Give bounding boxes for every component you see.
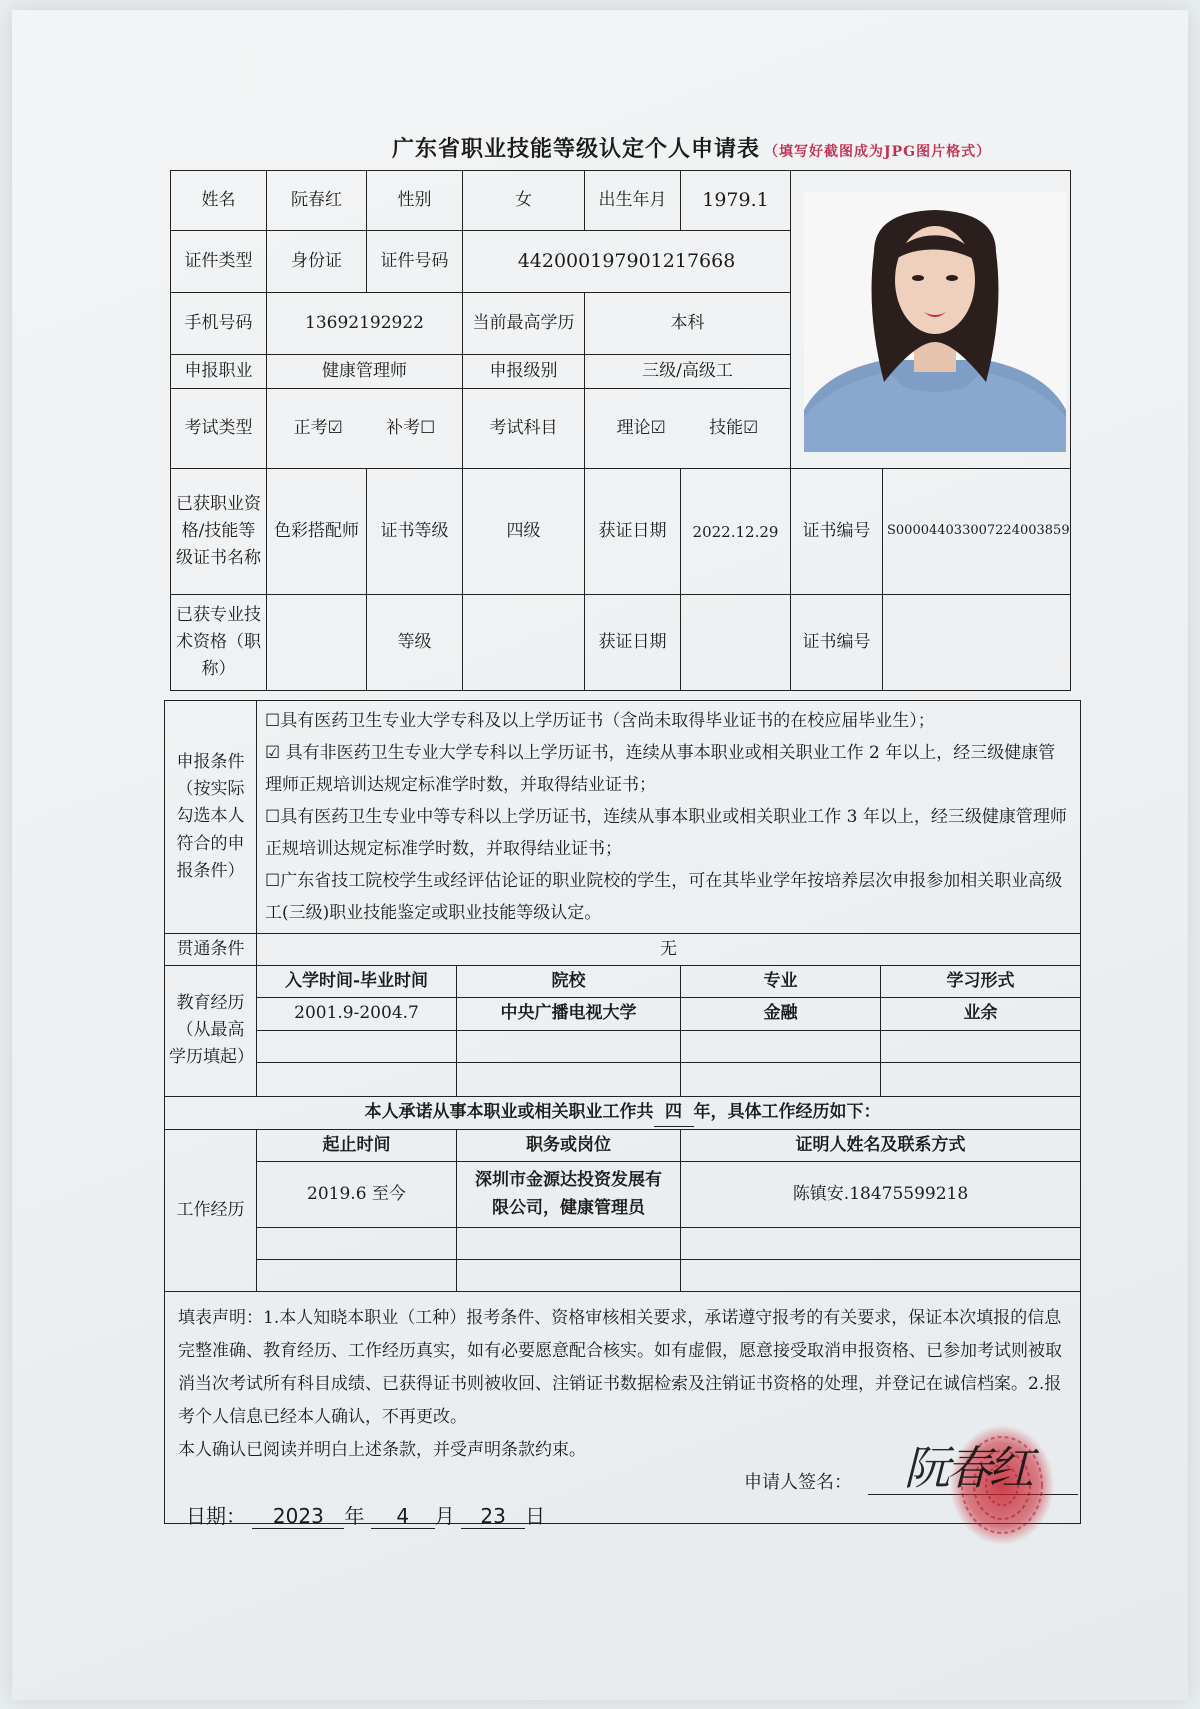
condition-text-4: 广东省技工院校学生或经评估论证的职业院校的学生，可在其毕业学年按培养层次申报参加相关职业高级工(三级)职业技能鉴定或职业技能等级认定。 <box>265 871 1063 923</box>
cert-grade-label: 证书等级 <box>367 469 463 595</box>
form-title-text: 广东省职业技能等级认定个人申请表 <box>392 136 761 162</box>
prof-date-value[interactable] <box>681 595 791 691</box>
conditions-label: 申报条件（按实际勾选本人符合的申报条件） <box>165 701 257 934</box>
phone-label: 手机号码 <box>171 293 267 355</box>
subject-skill-checkbox[interactable]: ☑ <box>743 417 759 438</box>
subject-theory-checkbox[interactable]: ☑ <box>650 417 666 438</box>
date-year[interactable]: 2023 <box>252 1504 344 1529</box>
date-month-unit: 月 <box>434 1504 455 1528</box>
prof-date-label: 获证日期 <box>585 595 681 691</box>
work-cell-period[interactable]: 2019.6 至今 <box>257 1161 457 1227</box>
cert-grade-value[interactable]: 四级 <box>463 469 585 595</box>
table-row <box>165 998 1081 1030</box>
declaration-text: 填表声明：1.本人知晓本职业（工种）报考条件、资格审核相关要求，承诺遵守报考的有关要求，保证本次填报的信息完整准确、教育经历、工作经历真实，如有必要愿意配合核实。如有虚假，愿意接受取消申报资格、已参加考试则被取消当次考试所有科目成绩、已获得证书则被收回、注销证书数据检索及注销证书资格的处理，并登记在诚信档案。2.报考个人信息已经本人确认，不再更改。 <box>178 1308 1062 1427</box>
edu-header-mode: 学习形式 <box>881 966 1081 998</box>
condition-checkbox-4[interactable]: ☐ <box>265 871 281 891</box>
applicant-photo <box>804 192 1066 452</box>
id-no-label: 证件号码 <box>367 231 463 293</box>
name-value[interactable]: 阮春红 <box>267 171 367 231</box>
edu-header-school: 院校 <box>457 966 681 998</box>
applicant-signature: 阮春红 <box>904 1441 1030 1495</box>
condition-item-3 <box>265 801 1072 865</box>
cert-name-label: 已获职业资格/技能等级证书名称 <box>171 469 267 595</box>
signature-label: 申请人签名： <box>744 1472 852 1493</box>
work-header-reference: 证明人姓名及联系方式 <box>681 1129 1081 1161</box>
date-label: 日期： <box>186 1504 246 1528</box>
edu-cell-major[interactable]: 金融 <box>681 998 881 1030</box>
dob-value[interactable]: 1979.1 <box>681 171 791 231</box>
work-cell-reference[interactable] <box>681 1227 1081 1259</box>
gender-value[interactable]: 女 <box>463 171 585 231</box>
form-title-note: （填写好截图成为JPG图片格式） <box>764 144 992 160</box>
cert-date-value[interactable]: 2022.12.29 <box>681 469 791 595</box>
work-cell-period[interactable] <box>257 1259 457 1291</box>
subject-theory-label: 理论 <box>616 417 651 438</box>
paper-sheet <box>12 10 1188 1700</box>
prof-no-value[interactable] <box>883 595 1071 691</box>
edu-cell-school[interactable]: 中央广播电视大学 <box>457 998 681 1030</box>
work-cell-reference[interactable] <box>681 1259 1081 1291</box>
dob-label: 出生年月 <box>585 171 681 231</box>
phone-value[interactable]: 13692192922 <box>267 293 463 355</box>
table-row <box>165 1227 1081 1259</box>
edu-cell-mode[interactable] <box>881 1030 1081 1062</box>
exam-makeup-checkbox[interactable]: ☐ <box>420 417 436 438</box>
id-type-label: 证件类型 <box>171 231 267 293</box>
condition-text-1: 具有医药卫生专业大学专科及以上学历证书（含尚未取得毕业证书的在校应届毕业生）； <box>280 711 935 731</box>
exam-type-label: 考试类型 <box>171 389 267 469</box>
work-cell-position[interactable] <box>457 1259 681 1291</box>
edu-cell-mode[interactable]: 业余 <box>881 998 1081 1030</box>
condition-text-3: 具有医药卫生专业中等专科以上学历证书，连续从事本职业或相关职业工作 3 年以上，经三级健康管理师正规培训达规定标准学时数，并取得结业证书； <box>265 807 1067 859</box>
through-label: 贯通条件 <box>165 934 257 966</box>
edu-header-major: 专业 <box>681 966 881 998</box>
name-label: 姓名 <box>171 171 267 231</box>
work-promise <box>165 1096 1081 1129</box>
exam-subject-label: 考试科目 <box>463 389 585 469</box>
declaration-confirm: 本人确认已阅读并明白上述条款，并受声明条款约束。 <box>178 1440 586 1460</box>
work-header-position: 职务或岗位 <box>457 1129 681 1161</box>
condition-item-4 <box>265 865 1072 929</box>
id-type-value[interactable]: 身份证 <box>267 231 367 293</box>
job-label: 申报职业 <box>171 355 267 389</box>
work-cell-position[interactable] <box>457 1227 681 1259</box>
work-cell-period[interactable] <box>257 1227 457 1259</box>
date-row <box>186 1500 545 1529</box>
edu-label: 当前最高学历 <box>463 293 585 355</box>
condition-checkbox-1[interactable]: ☐ <box>265 711 281 731</box>
exam-type-options <box>267 389 463 469</box>
condition-text-2: 具有非医药卫生专业大学专科以上学历证书，连续从事本职业或相关职业工作 2 年以上，经三级健康管理师正规培训达规定标准学时数，并取得结业证书； <box>265 743 1056 795</box>
edu-value[interactable]: 本科 <box>585 293 791 355</box>
exam-subject-options <box>585 389 791 469</box>
edu-header-period: 入学时间-毕业时间 <box>257 966 457 998</box>
through-value[interactable]: 无 <box>257 934 1081 966</box>
edu-cell-school[interactable] <box>457 1062 681 1096</box>
date-month[interactable]: 4 <box>371 1504 435 1529</box>
condition-item-1 <box>265 705 1072 737</box>
work-promise-post: 年，具体工作经历如下： <box>693 1101 881 1122</box>
education-label: 教育经历（从最高学历填起） <box>165 966 257 1096</box>
subject-skill-label: 技能 <box>709 417 744 438</box>
prof-grade-value[interactable] <box>463 595 585 691</box>
prof-title-label: 已获专业技术资格（职称） <box>171 595 267 691</box>
id-no-value[interactable]: 442000197901217668 <box>463 231 791 293</box>
exam-makeup-label: 补考 <box>386 417 421 438</box>
conditions-list <box>257 701 1081 934</box>
prof-grade-label: 等级 <box>367 595 463 691</box>
work-cell-reference[interactable]: 陈镇安.18475599218 <box>681 1161 1081 1227</box>
form-title <box>392 132 991 163</box>
work-cell-position[interactable]: 深圳市金源达投资发展有限公司，健康管理员 <box>457 1161 681 1227</box>
table-row <box>165 1259 1081 1291</box>
level-label: 申报级别 <box>463 355 585 389</box>
date-day[interactable]: 23 <box>461 1504 525 1529</box>
condition-item-2 <box>265 737 1072 801</box>
edu-cell-major[interactable] <box>681 1062 881 1096</box>
prof-title-value[interactable] <box>267 595 367 691</box>
work-label: 工作经历 <box>165 1129 257 1291</box>
edu-cell-period[interactable]: 2001.9-2004.7 <box>257 998 457 1030</box>
exam-regular-checkbox[interactable]: ☑ <box>327 417 343 438</box>
date-day-unit: 日 <box>525 1504 546 1528</box>
cert-no-label: 证书编号 <box>791 469 883 595</box>
exam-regular-label: 正考 <box>293 417 328 438</box>
condition-checkbox-3[interactable]: ☐ <box>265 807 281 827</box>
work-years-value[interactable]: 四 <box>654 1099 694 1127</box>
gender-label: 性别 <box>367 171 463 231</box>
cert-name-value[interactable]: 色彩搭配师 <box>267 469 367 595</box>
edu-cell-major[interactable] <box>681 1030 881 1062</box>
work-header-period: 起止时间 <box>257 1129 457 1161</box>
edu-cell-school[interactable] <box>457 1030 681 1062</box>
edu-cell-period[interactable] <box>257 1062 457 1096</box>
table-row <box>165 1161 1081 1227</box>
condition-checkbox-2[interactable]: ☑ <box>265 743 281 763</box>
work-promise-pre: 本人承诺从事本职业或相关职业工作共 <box>364 1101 654 1122</box>
table-row <box>165 1062 1081 1096</box>
level-value[interactable]: 三级/高级工 <box>585 355 791 389</box>
job-value[interactable]: 健康管理师 <box>267 355 463 389</box>
cert-date-label: 获证日期 <box>585 469 681 595</box>
date-year-unit: 年 <box>344 1504 365 1528</box>
table-row <box>165 1030 1081 1062</box>
cert-no-value[interactable]: S000044033007224003859 <box>883 469 1071 595</box>
edu-cell-mode[interactable] <box>881 1062 1081 1096</box>
edu-cell-period[interactable] <box>257 1030 457 1062</box>
prof-no-label: 证书编号 <box>791 595 883 691</box>
